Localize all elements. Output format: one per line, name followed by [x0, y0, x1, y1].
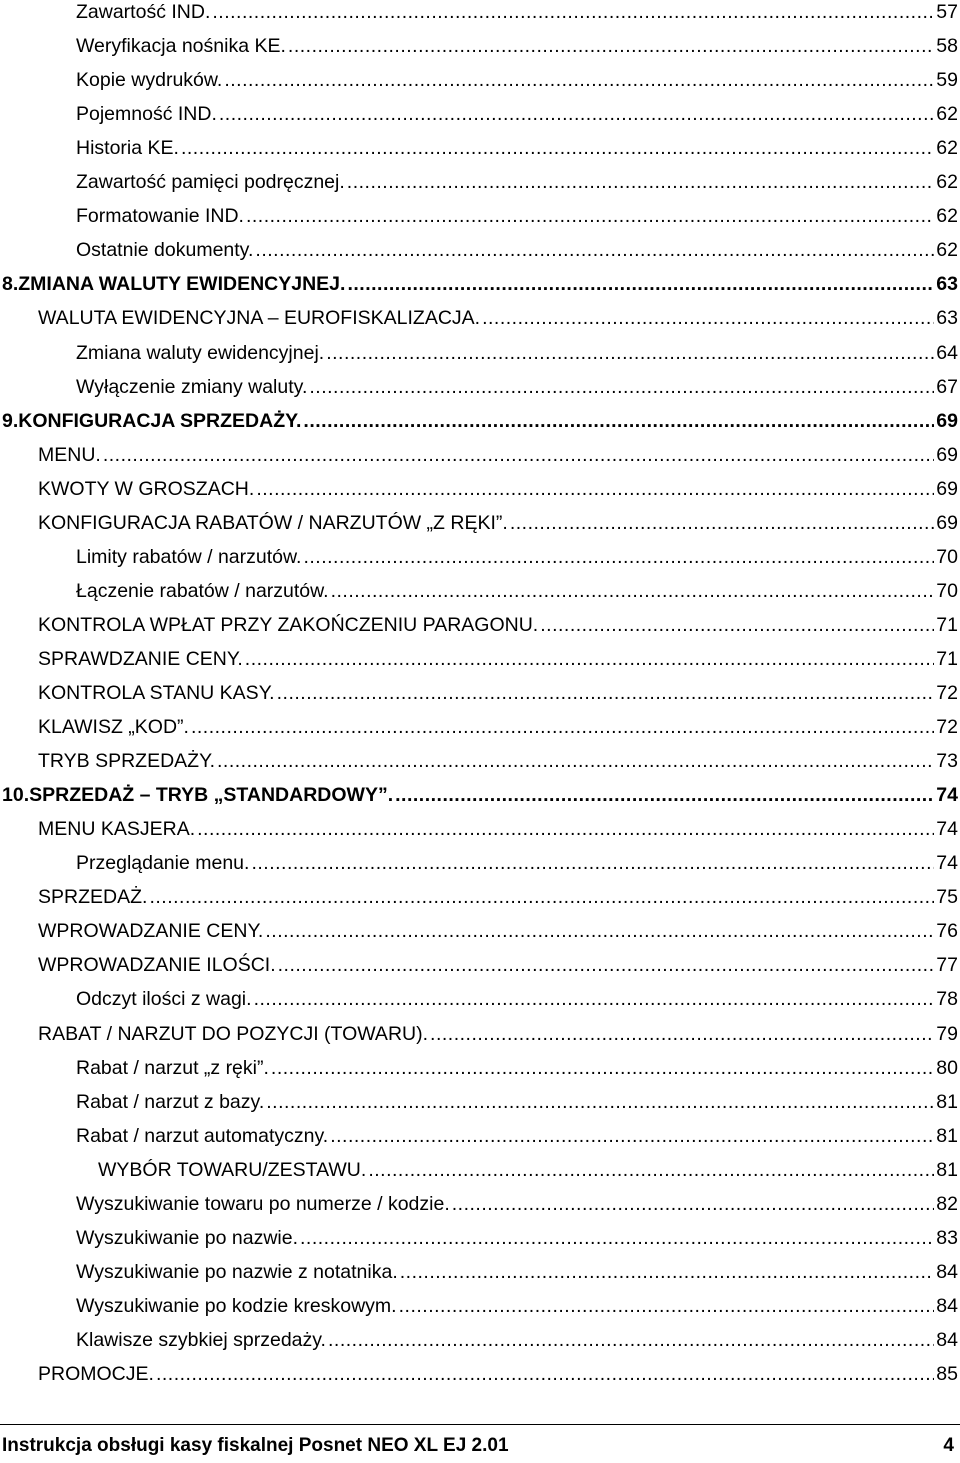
toc-dot-leader	[400, 1255, 935, 1289]
toc-dot-leader	[219, 97, 934, 131]
toc-entry-label: 9.KONFIGURACJA SPRZEDAŻY.	[2, 409, 302, 432]
toc-entry-page: 81	[936, 1124, 958, 1147]
toc-entry-page: 72	[936, 682, 958, 704]
toc-dot-leader	[255, 233, 934, 267]
toc-entry-page: 62	[936, 171, 958, 194]
toc-entry-page: 84	[936, 1328, 958, 1351]
toc-entry[interactable]	[76, 165, 958, 199]
toc-entry-page: 71	[936, 613, 958, 636]
toc-dot-leader	[103, 438, 934, 472]
toc-entry[interactable]	[2, 404, 958, 438]
toc-entry-label: Rabat / narzut automatyczny.	[76, 1124, 329, 1147]
toc-entry[interactable]	[76, 1051, 958, 1085]
toc-dot-leader	[303, 404, 934, 438]
toc-entry-label: SPRAWDZANIE CENY.	[38, 647, 243, 670]
toc-entry-label: KWOTY W GROSZACH.	[38, 477, 255, 500]
toc-dot-leader	[430, 1017, 934, 1051]
toc-entry[interactable]	[76, 336, 958, 370]
toc-entry[interactable]	[76, 1323, 958, 1357]
footer-title: Instrukcja obsługi kasy fiskalnej Posnet NEO XL EJ 2.01	[2, 1435, 509, 1456]
page-footer	[0, 1424, 960, 1457]
toc-entry-page: 69	[936, 443, 958, 466]
toc-entry[interactable]	[76, 0, 958, 29]
toc-entry[interactable]	[76, 233, 958, 267]
toc-dot-leader	[540, 608, 934, 642]
toc-entry[interactable]	[76, 982, 958, 1016]
toc-entry[interactable]	[76, 370, 958, 404]
toc-dot-leader	[330, 1119, 934, 1153]
toc-entry-page: 74	[936, 784, 958, 807]
toc-entry-page: 74	[936, 852, 958, 875]
toc-entry[interactable]	[38, 608, 958, 642]
toc-dot-leader	[191, 710, 934, 744]
toc-entry[interactable]	[38, 914, 958, 948]
toc-entry-label: WALUTA EWIDENCYJNA – EUROFISKALIZACJA.	[38, 307, 481, 330]
toc-dot-leader	[399, 1289, 935, 1323]
toc-entry-page: 70	[936, 545, 958, 568]
toc-dot-leader	[347, 267, 934, 301]
toc-entry[interactable]	[38, 438, 958, 472]
toc-entry-label: SPRZEDAŻ.	[38, 886, 148, 909]
toc-entry-label: Rabat / narzut „z ręki”.	[76, 1056, 269, 1079]
toc-entry-page: 62	[936, 103, 958, 126]
toc-dot-leader	[328, 1323, 934, 1357]
toc-dot-leader	[271, 1051, 934, 1085]
toc-entry-label: Pojemność IND.	[76, 103, 217, 126]
toc-entry-label: MENU KASJERA.	[38, 818, 196, 841]
toc-dot-leader	[368, 1153, 934, 1187]
toc-entry-page: 64	[936, 341, 958, 364]
toc-entry[interactable]	[76, 1187, 958, 1221]
toc-entry-label: Wyszukiwanie po nazwie.	[76, 1226, 299, 1249]
toc-dot-leader	[149, 880, 934, 914]
toc-entry-label: PROMOCJE.	[38, 1363, 154, 1385]
toc-entry-page: 85	[936, 1363, 958, 1385]
toc-entry[interactable]	[38, 642, 958, 676]
toc-entry-page: 75	[936, 886, 958, 909]
toc-dot-leader	[288, 29, 934, 63]
toc-dot-leader	[331, 574, 935, 608]
toc-entry[interactable]	[38, 1017, 958, 1051]
toc-dot-leader	[256, 472, 934, 506]
toc-dot-leader	[278, 948, 935, 982]
toc-entry-page: 62	[936, 137, 958, 160]
toc-entry-page: 59	[936, 69, 958, 92]
toc-dot-leader	[245, 642, 935, 676]
toc-entry[interactable]	[38, 676, 958, 710]
toc-entry-label: Łączenie rabatów / narzutów.	[76, 579, 329, 602]
toc-entry-page: 62	[936, 239, 958, 262]
toc-entry-label: Formatowanie IND.	[76, 205, 244, 228]
toc-entry-page: 71	[936, 647, 958, 670]
toc-entry-label: Zawartość pamięci podręcznej.	[76, 171, 345, 194]
toc-entry[interactable]	[98, 1153, 958, 1187]
toc-dot-leader	[254, 982, 935, 1016]
toc-entry-label: RABAT / NARZUT DO POZYCJI (TOWARU).	[38, 1022, 429, 1045]
toc-dot-leader	[181, 131, 934, 165]
toc-entry[interactable]	[76, 199, 958, 233]
toc-entry[interactable]	[76, 1255, 958, 1289]
toc-dot-leader	[265, 914, 934, 948]
toc-dot-leader	[212, 0, 934, 29]
toc-entry-page: 81	[936, 1158, 958, 1181]
toc-entry[interactable]	[38, 472, 958, 506]
toc-entry-label: Wyłączenie zmiany waluty.	[76, 375, 308, 398]
toc-entry-page: 70	[936, 579, 958, 602]
toc-dot-leader	[224, 63, 934, 97]
toc-entry-label: Limity rabatów / narzutów.	[76, 545, 302, 568]
toc-entry-label: Wyszukiwanie po kodzie kreskowym.	[76, 1294, 397, 1317]
toc-entry-page: 84	[936, 1294, 958, 1317]
toc-entry-label: Kopie wydruków.	[76, 69, 223, 92]
toc-entry-page: 74	[936, 818, 958, 841]
toc-entry[interactable]	[38, 880, 958, 914]
toc-dot-leader	[246, 199, 934, 233]
toc-dot-leader	[326, 336, 934, 370]
toc-entry-page: 84	[936, 1260, 958, 1283]
toc-entry[interactable]	[76, 29, 958, 63]
toc-dot-leader	[277, 676, 935, 710]
toc-entry[interactable]	[76, 1289, 958, 1323]
toc-entry-label: Klawisze szybkiej sprzedaży.	[76, 1328, 326, 1351]
toc-entry-label: Ostatnie dokumenty.	[76, 239, 254, 262]
toc-entry-label: KLAWISZ „KOD”.	[38, 716, 189, 739]
toc-entry-page: 72	[936, 716, 958, 739]
toc-entry-label: KONTROLA STANU KASY.	[38, 682, 275, 704]
toc-dot-leader	[452, 1187, 935, 1221]
toc-entry-label: Zawartość IND.	[76, 1, 211, 23]
toc-dot-leader	[395, 778, 934, 812]
toc-entry-page: 76	[936, 920, 958, 943]
toc-entry-page: 80	[936, 1056, 958, 1079]
toc-entry[interactable]	[76, 846, 958, 880]
toc-entry-page: 78	[936, 988, 958, 1011]
toc-entry-page: 69	[936, 511, 958, 534]
footer-page-number: 4	[943, 1435, 954, 1456]
toc-dot-leader	[510, 506, 934, 540]
toc-dot-leader	[300, 1221, 934, 1255]
toc-entry-label: TRYB SPRZEDAŻY.	[38, 750, 215, 773]
toc-entry-label: Wyszukiwanie towaru po numerze / kodzie.	[76, 1192, 450, 1215]
toc-dot-leader	[347, 165, 935, 199]
toc-entry-label: Odczyt ilości z wagi.	[76, 988, 252, 1011]
toc-entry-page: 79	[936, 1022, 958, 1045]
toc-entry-label: WYBÓR TOWARU/ZESTAWU.	[98, 1158, 367, 1181]
toc-entry[interactable]	[38, 710, 958, 744]
toc-entry[interactable]	[38, 301, 958, 335]
toc-dot-leader	[309, 370, 934, 404]
toc-entry-label: 8.ZMIANA WALUTY EWIDENCYJNEJ.	[2, 273, 346, 296]
toc-entry-page: 67	[936, 375, 958, 398]
toc-entry-label: WPROWADZANIE CENY.	[38, 920, 264, 943]
toc-entry-page: 63	[936, 307, 958, 330]
toc-dot-leader	[197, 812, 934, 846]
toc-entry-label: MENU.	[38, 443, 101, 466]
toc-entry[interactable]	[76, 1085, 958, 1119]
toc-entry-page: 73	[936, 750, 958, 773]
toc-dot-leader	[251, 846, 934, 880]
toc-entry[interactable]	[76, 1119, 958, 1153]
toc-entry-label: Wyszukiwanie po nazwie z notatnika.	[76, 1260, 398, 1283]
toc-entry-label: Przeglądanie menu.	[76, 852, 250, 875]
toc-entry-page: 69	[936, 409, 958, 432]
toc-dot-leader	[266, 1085, 934, 1119]
toc-entry-label: Rabat / narzut z bazy.	[76, 1090, 265, 1113]
toc-entry[interactable]	[76, 63, 958, 97]
toc-dot-leader	[156, 1357, 934, 1391]
toc-entry-page: 77	[936, 954, 958, 977]
toc-dot-leader	[217, 744, 934, 778]
toc-entry-label: 10.SPRZEDAŻ – TRYB „STANDARDOWY”.	[2, 784, 394, 807]
toc-entry-label: KONFIGURACJA RABATÓW / NARZUTÓW „Z RĘKI”.	[38, 511, 508, 534]
toc-entry-page: 83	[936, 1226, 958, 1249]
toc-entry-page: 62	[936, 205, 958, 228]
toc-entry-page: 82	[936, 1192, 958, 1215]
toc-entry-page: 57	[936, 1, 958, 23]
toc-entry[interactable]	[76, 131, 958, 165]
toc-entry-label: Historia KE.	[76, 137, 179, 160]
toc-dot-leader	[482, 301, 934, 335]
toc-entry-page: 69	[936, 477, 958, 500]
toc-entry[interactable]	[38, 506, 958, 540]
toc-entry-label: Weryfikacja nośnika KE.	[76, 35, 286, 58]
toc-entry[interactable]	[2, 778, 958, 812]
toc-entry[interactable]	[2, 267, 958, 301]
toc-entry[interactable]	[38, 812, 958, 846]
toc-entry-page: 63	[936, 273, 958, 296]
toc-entry[interactable]	[76, 1221, 958, 1255]
toc-entry-page: 58	[936, 35, 958, 58]
toc-dot-leader	[303, 540, 934, 574]
toc-entry-label: WPROWADZANIE ILOŚCI.	[38, 954, 276, 977]
toc-entry[interactable]	[38, 744, 958, 778]
toc-entry-label: KONTROLA WPŁAT PRZY ZAKOŃCZENIU PARAGONU.	[38, 613, 539, 636]
toc-entry-page: 81	[936, 1090, 958, 1113]
toc-entry[interactable]	[38, 1357, 958, 1391]
toc-entry-label: Zmiana waluty ewidencyjnej.	[76, 341, 325, 364]
toc-entry[interactable]	[38, 948, 958, 982]
toc-entry[interactable]	[76, 574, 958, 608]
toc-entry[interactable]	[76, 540, 958, 574]
toc-entry[interactable]	[76, 97, 958, 131]
